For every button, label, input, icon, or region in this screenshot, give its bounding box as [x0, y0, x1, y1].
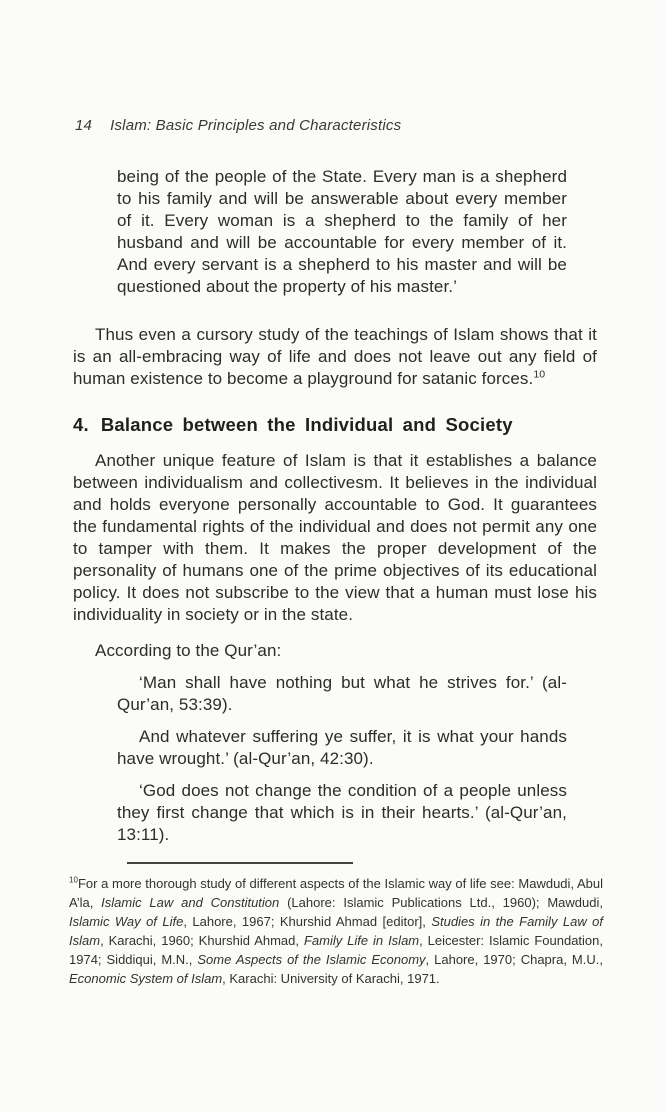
- footnote-separator-rule: [127, 862, 353, 864]
- paragraph-summary-text: Thus even a cursory study of the teachings of Islam shows that it is an all-embracing way of life and does not leave out any field of human existence to become a playground for satanic forces.: [73, 325, 597, 388]
- running-title: Islam: Basic Principles and Characteristics: [110, 117, 402, 134]
- quran-quote-2: And whatever suffering ye suffer, it is what your hands have wrought.’ (al-Qur’an, 42:30).: [117, 727, 567, 768]
- running-header: [75, 117, 401, 134]
- footnote-text: [69, 874, 603, 988]
- footnote-ref-marker: 10: [533, 368, 546, 381]
- lead-in-line: According to the Qur’an:: [95, 641, 282, 660]
- hadith-block-quote: being of the people of the State. Every man is a shepherd to his family and will be answerable about every member of it. Every woman is a shepherd to the family of her husband and will be accountable for every member of it. And every servant is a shepherd to his master and will be questioned about the property of his master.’: [117, 167, 567, 296]
- quran-quote-3: ‘God does not change the condition of a people unless they first change that which is in their hearts.’ (al-Qur’an, 13:11).: [117, 781, 567, 844]
- page-number: 14: [75, 117, 93, 134]
- section-heading-number: 4.: [73, 414, 89, 435]
- page-content: [69, 166, 604, 988]
- paragraph-balance: Another unique feature of Islam is that it establishes a balance between individualism and collectivesm. It believes in the individual and holds everyone personally accountable to God. It guarantees the fundamental rights of the individual and does not permit any one to tamper with them. It makes the proper development of the personality of humans one of the prime objectives of its educational policy. It does not subscribe to the view that a human must lose his individuality in society or in the state.: [73, 451, 597, 624]
- footnote-number: 10: [69, 875, 78, 885]
- section-heading-text: Balance between the Individual and Society: [100, 414, 513, 435]
- footnote-body: For a more thorough study of different aspects of the Islamic way of life see: Mawdudi, Abul A’la, Islamic Law and Constitution (Lahore: Islamic Publications Ltd., 1960); Mawdudi, Islamic Way of Life, Lahore, 1967; Khurshid Ahmad [editor], Studies in the Family Law of Islam, Karachi, 1960; Khurshid Ahmad, Family Life in Islam, Leicester: Islamic Foundation, 1974; Siddiqui, M.N., Some Aspects of the Islamic Economy, Lahore, 1970; Chapra, M.U., Economic System of Islam, Karachi: University of Karachi, 1971.: [69, 876, 604, 986]
- section-heading: [73, 414, 597, 436]
- paragraph-summary: [73, 324, 597, 390]
- quran-quote-1: ‘Man shall have nothing but what he strives for.’ (al-Qur’an, 53:39).: [117, 673, 567, 714]
